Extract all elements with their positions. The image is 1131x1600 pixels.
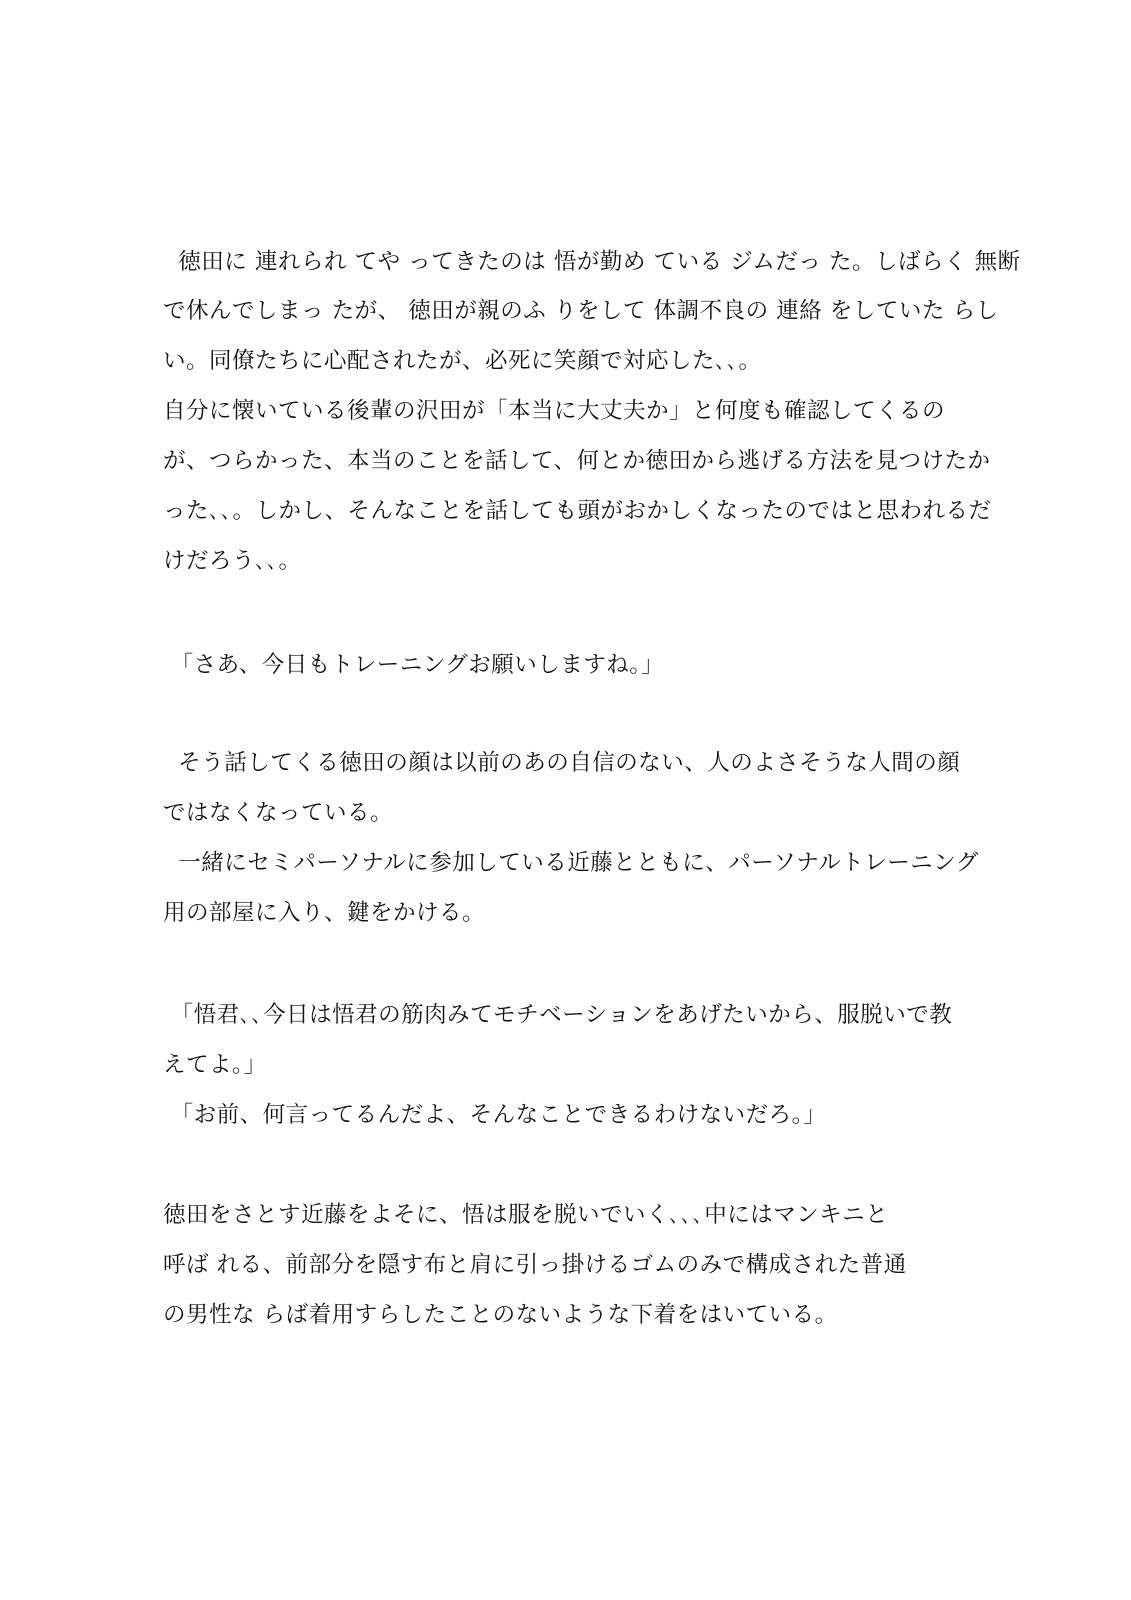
text-line: そう話してくる徳田の顔は以前のあの自信のない、人のよさそうな人間の顔 (163, 750, 961, 776)
text-line: 用の部屋に入り、鍵をかける。 (163, 900, 486, 926)
text-line: の男性な らば着用すらしたことのないような下着をはいている。 (163, 1302, 838, 1328)
text-line: で休んでしまっ たが、 徳田が親のふ りをして 体調不良の 連絡 をしていた らし (163, 298, 999, 324)
text-line: けだろう､､。 (163, 548, 302, 574)
text-line: 「さあ、今日もトレーニングお願いしますね。」 (163, 652, 665, 678)
text-line: 徳田をさとす近藤をよそに、悟は服を脱いでいく､､､中にはマンキニと (163, 1202, 889, 1228)
text-line: えてよ。」 (163, 1052, 267, 1078)
text-line: った､､。しかし、そんなことを話しても頭がおかしくなったのではと思われるだ (163, 498, 992, 524)
text-line: 一緒にセミパーソナルに参加している近藤とともに、パーソナルトレーニング (163, 850, 979, 876)
text-line: い。同僚たちに心配されたが、必死に笑顔で対応した､､。 (163, 348, 762, 374)
text-line: 自分に懐いている後輩の沢田が「本当に大丈夫か」と何度も確認してくるの (163, 398, 946, 424)
text-line: が、つらかった、本当のことを話して、何とか徳田から逃げる方法を見つけたか (163, 448, 991, 474)
text-line: 「悟君､､今日は悟君の筋肉みてモチベーションをあげたいから、服脱いで教 (163, 1002, 953, 1028)
text-line: 「お前、何言ってるんだよ、そんなことできるわけないだろ。」 (163, 1102, 827, 1128)
text-line: ではなくなっている。 (163, 800, 394, 826)
text-line: 呼ば れる、前部分を隠す布と肩に引っ掛けるゴムのみで構成された普通 (163, 1252, 907, 1278)
text-line: 徳田に 連れられ てや ってきたのは 悟が勤め ている ジムだっ た。しばらく 無断 (163, 249, 1021, 275)
